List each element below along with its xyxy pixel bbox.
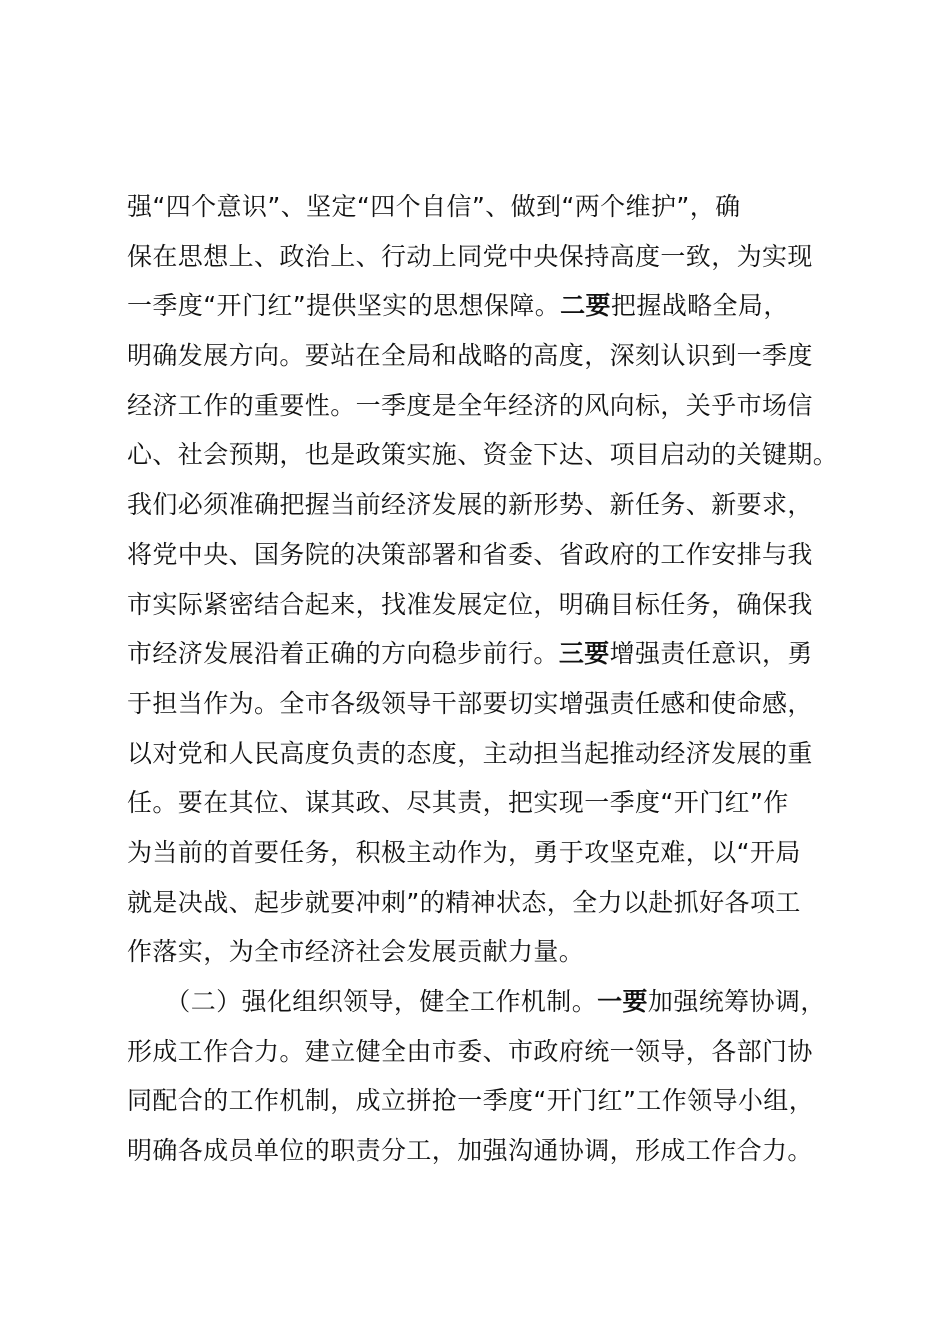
text-run: 明确发展方向。要站在全局和战略的高度，深刻认识到一季度 <box>127 341 813 371</box>
text-run: 市经济发展沿着正确的方向稳步前行。 <box>127 639 559 669</box>
text-line <box>127 629 867 679</box>
text-run: 保在思想上、政治上、行动上同党中央保持高度一致，为实现 <box>127 241 813 271</box>
text-run: （二）强化组织领导，健全工作机制。 <box>127 987 598 1016</box>
text-line <box>127 679 867 729</box>
text-run: 就是决战、起步就要冲刺”的精神状态，全力以赴抓好各项工 <box>127 887 801 917</box>
body-text <box>127 182 867 1176</box>
text-line <box>127 1027 867 1077</box>
text-line <box>127 381 867 431</box>
bold-text-run: 二要 <box>560 291 611 321</box>
bold-text-run: 一要 <box>597 987 648 1016</box>
text-line <box>127 1076 867 1126</box>
text-run: 心、社会预期，也是政策实施、资金下达、项目启动的关键期。 <box>127 440 839 470</box>
text-line <box>127 1126 867 1176</box>
text-line <box>127 729 867 779</box>
text-run: 加强统筹协调， <box>647 987 826 1016</box>
text-line <box>127 480 867 530</box>
text-run: 强“四个意识”、坚定“四个自信”、做到“两个维护”，确 <box>127 192 741 221</box>
text-run: 我们必须准确把握当前经济发展的新形势、新任务、新要求， <box>127 490 813 520</box>
bold-text-run: 三要 <box>558 639 610 669</box>
text-line <box>127 331 867 381</box>
text-run: 为当前的首要任务，积极主动作为，勇于攻坚克难，以“开局 <box>127 837 801 867</box>
text-run: 于担当作为。全市各级领导干部要切实增强责任感和使命感， <box>127 688 813 718</box>
text-line <box>127 927 867 977</box>
text-run: 形成工作合力。建立健全由市委、市政府统一领导，各部门协 <box>127 1036 813 1066</box>
text-line <box>127 580 867 630</box>
text-run: 一季度“开门红”提供坚实的思想保障。 <box>127 291 561 321</box>
text-run: 经济工作的重要性。一季度是全年经济的风向标，关乎市场信 <box>127 390 813 420</box>
text-line <box>127 878 867 928</box>
text-line <box>127 281 867 331</box>
text-run: 将党中央、国务院的决策部署和省委、省政府的工作安排与我 <box>127 539 813 569</box>
text-run: 把握战略全局， <box>610 291 789 321</box>
text-line <box>127 232 867 282</box>
text-line <box>127 430 867 480</box>
text-line <box>127 182 867 232</box>
text-line <box>127 778 867 828</box>
text-run: 市实际紧密结合起来，找准发展定位，明确目标任务，确保我 <box>127 589 813 619</box>
text-run: 同配合的工作机制，成立拼抢一季度“开门红”工作领导小组， <box>127 1086 815 1116</box>
text-run: 以对党和人民高度负责的态度，主动担当起推动经济发展的重 <box>127 738 813 768</box>
text-run: 作落实，为全市经济社会发展贡献力量。 <box>127 937 585 967</box>
text-run: 任。要在其位、谋其政、尽其责，把实现一季度“开门红”作 <box>127 788 789 818</box>
text-line <box>127 530 867 580</box>
text-line <box>127 977 867 1027</box>
text-run: 明确各成员单位的职责分工，加强沟通协调，形成工作合力。 <box>127 1136 813 1166</box>
text-run: 增强责任意识，勇 <box>609 639 813 669</box>
text-line <box>127 828 867 878</box>
